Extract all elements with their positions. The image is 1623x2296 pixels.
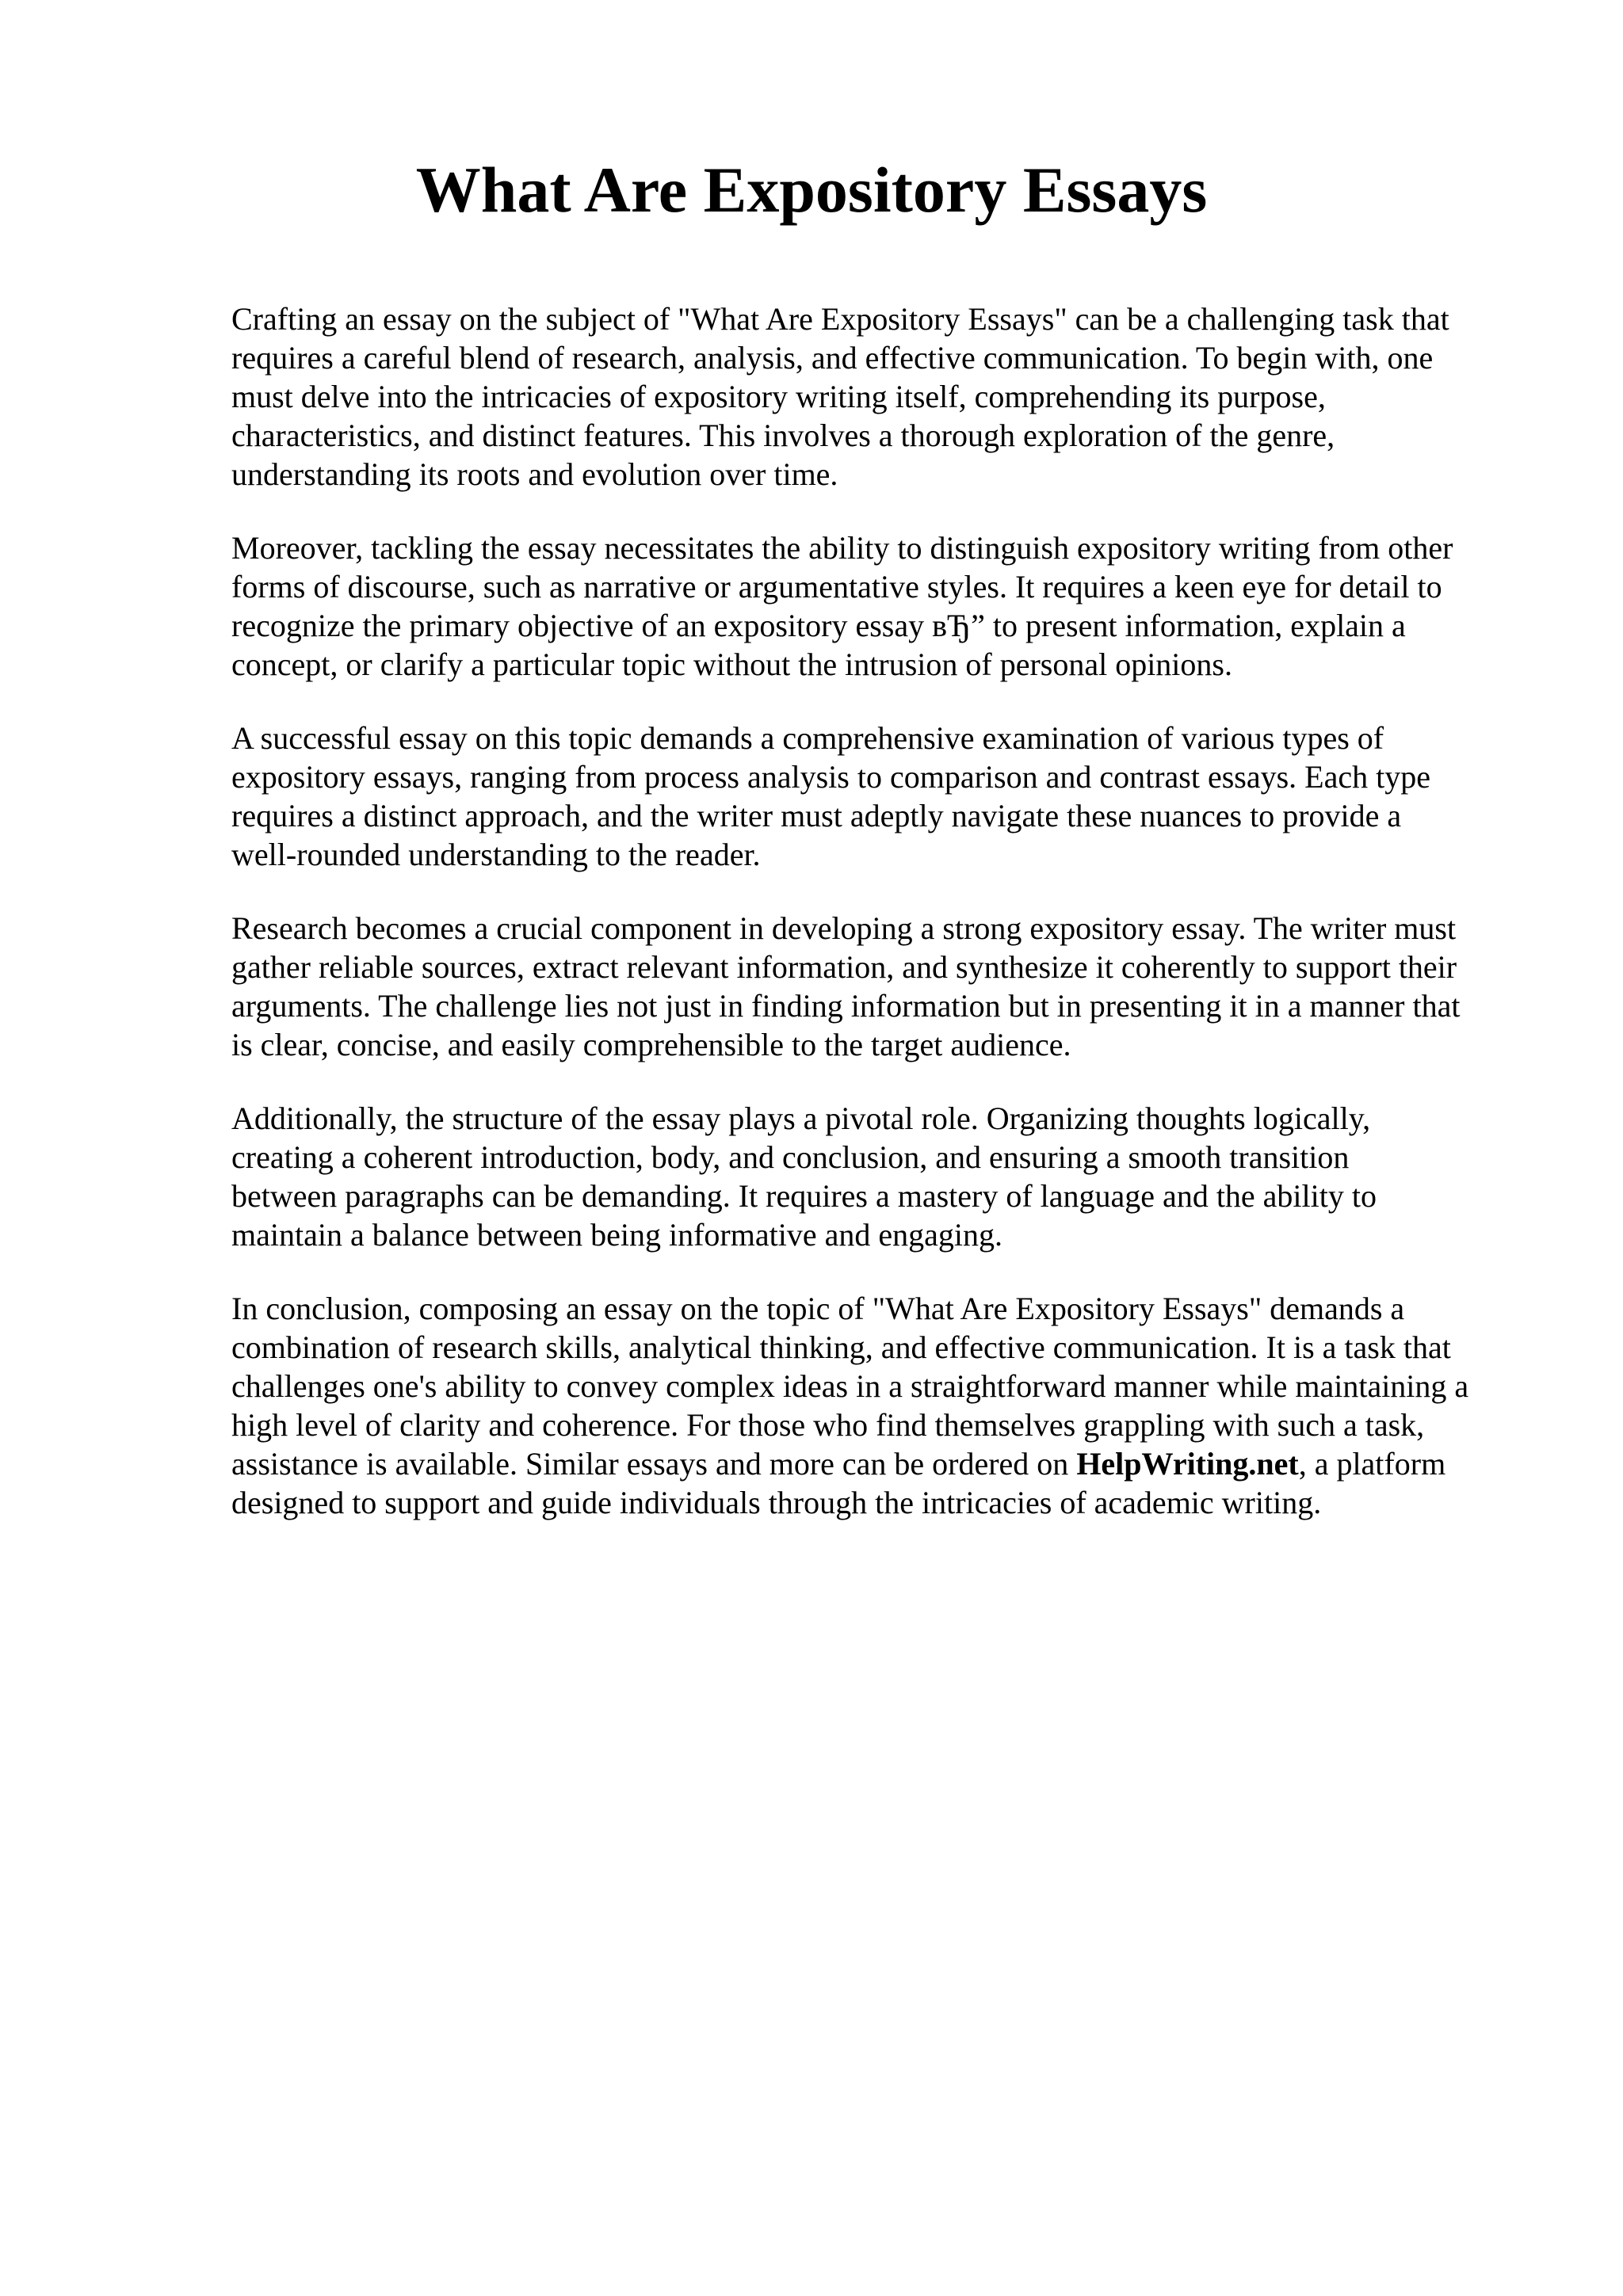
text-line: maintain a balance between being informative and engaging. [231, 1217, 1002, 1253]
text-line: designed to support and guide individuals through the intricacies of academic writing. [231, 1485, 1322, 1520]
text-line: concept, or clarify a particular topic without the intrusion of personal opinions. [231, 646, 1232, 682]
text-line: is clear, concise, and easily comprehensible to the target audience. [231, 1027, 1071, 1062]
text-line: expository essays, ranging from process analysis to comparison and contrast essays. Each type [231, 759, 1430, 795]
text-line: Crafting an essay on the subject of "What Are Expository Essays" can be a challenging task that [231, 301, 1449, 337]
text-line: requires a careful blend of research, analysis, and effective communication. To begin with, one [231, 340, 1434, 376]
text-line: requires a distinct approach, and the writer must adeptly navigate these nuances to provide a [231, 798, 1402, 833]
paragraph-research [231, 909, 1515, 1064]
text-line: In conclusion, composing an essay on the topic of "What Are Expository Essays" demands a [231, 1291, 1405, 1326]
text-line: A successful essay on this topic demands a comprehensive examination of various types of [231, 720, 1384, 756]
text-line: challenges one's ability to convey complex ideas in a straightforward manner while maintaining a [231, 1368, 1469, 1404]
text-line: high level of clarity and coherence. For those who find themselves grappling with such a task, [231, 1407, 1425, 1443]
text-fragment: assistance is available. Similar essays and more can be ordered on [231, 1446, 1077, 1482]
text-line: well-rounded understanding to the reader. [231, 837, 761, 872]
paragraph-conclusion [231, 1289, 1515, 1522]
paragraph-moreover [231, 528, 1515, 684]
text-line: Moreover, tackling the essay necessitates the ability to distinguish expository writing from other [231, 530, 1453, 566]
text-line: gather reliable sources, extract relevant information, and synthesize it coherently to support their [231, 949, 1457, 985]
text-line: must delve into the intricacies of expository writing itself, comprehending its purpose, [231, 379, 1326, 414]
text-fragment: , a platform [1298, 1446, 1446, 1482]
text-line: arguments. The challenge lies not just in finding information but in presenting it in a manner that [231, 988, 1461, 1024]
text-line: creating a coherent introduction, body, and conclusion, and ensuring a smooth transition [231, 1139, 1350, 1175]
paragraph-structure [231, 1099, 1515, 1254]
text-line: Additionally, the structure of the essay plays a pivotal role. Organizing thoughts logically, [231, 1100, 1371, 1136]
text-line: between paragraphs can be demanding. It requires a mastery of language and the ability to [231, 1178, 1377, 1214]
text-line-with-brand [231, 1444, 1515, 1483]
text-line: Research becomes a crucial component in developing a strong expository essay. The writer must [231, 910, 1457, 946]
brand-link[interactable]: HelpWriting.net [1076, 1446, 1299, 1482]
text-line: characteristics, and distinct features. This involves a thorough exploration of the genre, [231, 418, 1335, 453]
text-line: recognize the primary objective of an expository essay вЂ” to present information, explain a [231, 608, 1406, 643]
text-line: forms of discourse, such as narrative or argumentative styles. It requires a keen eye for detail to [231, 569, 1442, 605]
text-line: understanding its roots and evolution over time. [231, 456, 838, 492]
document-body [231, 299, 1515, 1557]
paragraph-types [231, 719, 1515, 874]
document-title: What Are Expository Essays [415, 154, 1208, 226]
paragraph-intro [231, 299, 1515, 494]
text-line: combination of research skills, analytical thinking, and effective communication. It is a task that [231, 1329, 1451, 1365]
